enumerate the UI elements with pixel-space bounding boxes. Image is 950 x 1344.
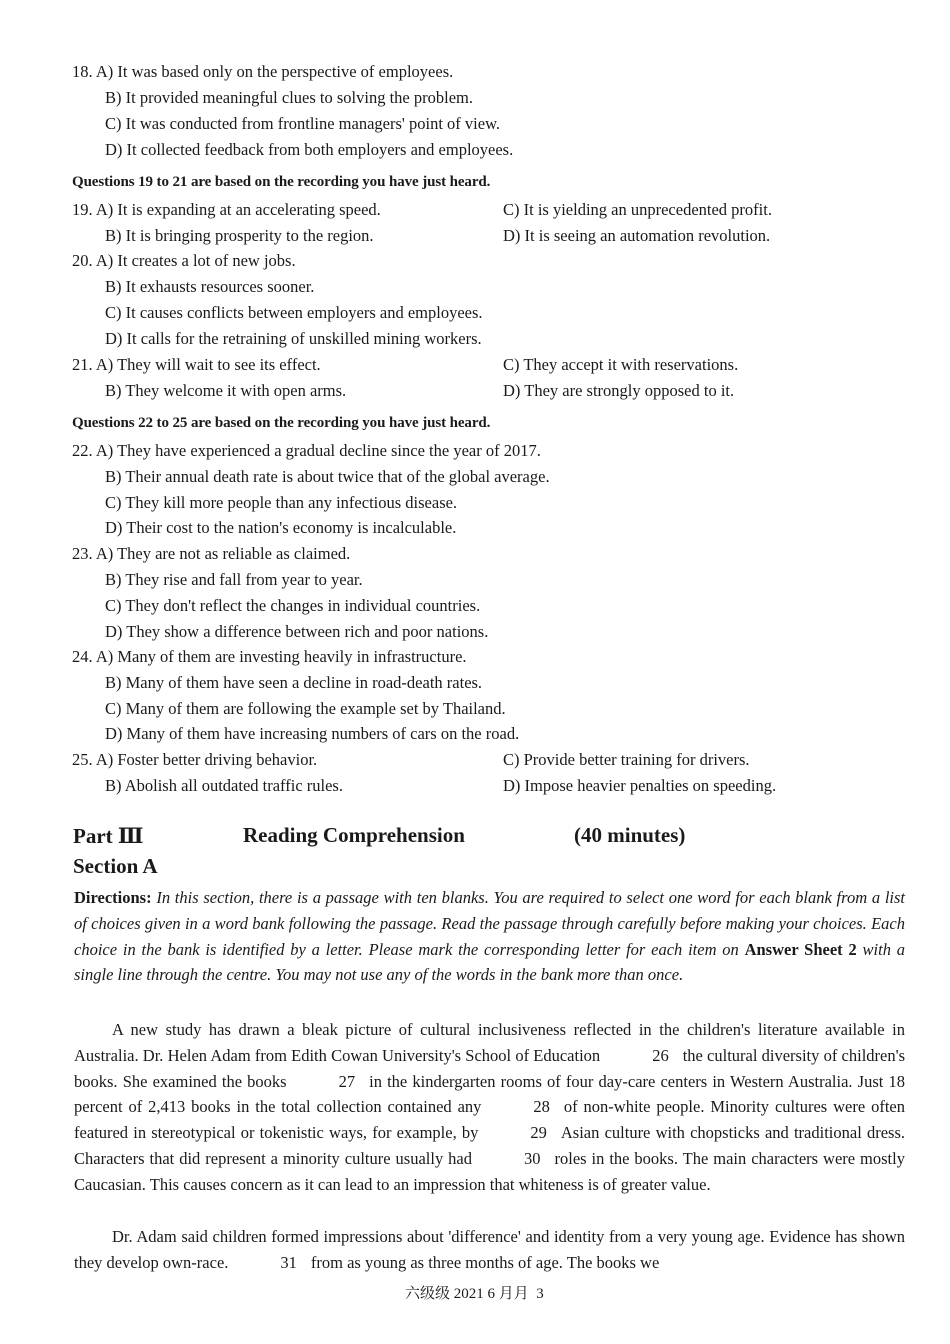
q22-option-c: C) They kill more people than any infectious disease. bbox=[105, 493, 458, 512]
q19-option-a bbox=[72, 200, 381, 220]
passage-text: the cultural diversity of children's books. She examined the books bbox=[74, 1045, 905, 1091]
question-number: 24. bbox=[72, 647, 93, 666]
blank-27[interactable]: 27 bbox=[338, 1071, 356, 1091]
passage-paragraph-2 bbox=[74, 1224, 905, 1276]
q20-option-a bbox=[72, 251, 296, 271]
q19-option-c: C) It is yielding an unprecedented profit. bbox=[503, 200, 772, 219]
part-title: Reading Comprehension bbox=[243, 823, 465, 847]
passage-text: from as young as three months of age. The books we bbox=[310, 1252, 660, 1272]
blank-28[interactable]: 28 bbox=[533, 1097, 550, 1117]
option-text: A) It was based only on the perspective of employees. bbox=[95, 62, 454, 81]
option-text: A) They will wait to see its effect. bbox=[95, 355, 321, 374]
group-heading-22-25: Questions 22 to 25 are based on the recording you have just heard. bbox=[72, 415, 491, 431]
q19-option-b: B) It is bringing prosperity to the region. bbox=[105, 226, 374, 245]
question-number: 23. bbox=[72, 544, 93, 563]
q24-option-d: D) Many of them have increasing numbers of cars on the road. bbox=[105, 724, 520, 743]
q20-option-c: C) It causes conflicts between employers and employees. bbox=[105, 303, 483, 322]
q25-option-d: D) Impose heavier penalties on speeding. bbox=[503, 776, 777, 795]
blank-31[interactable]: 31 bbox=[280, 1252, 297, 1272]
part-word: Part bbox=[73, 824, 113, 848]
directions-text: In this section, there is a passage with ten blanks. You are required to select one word for each blank from a list of choices given in a word bank following the passage. Read the passage through carefully before making your choices. Each choice in the bank is identified by a letter. Please mark the corresponding letter for each item on bbox=[74, 888, 905, 959]
passage-paragraph-1 bbox=[74, 1017, 905, 1198]
question-number: 18. bbox=[72, 62, 93, 81]
option-text: A) It creates a lot of new jobs. bbox=[95, 251, 296, 270]
q22-option-d: D) Their cost to the nation's economy is incalculable. bbox=[105, 518, 457, 537]
q18-option-a bbox=[72, 62, 453, 82]
q23-option-c: C) They don't reflect the changes in individual countries. bbox=[105, 596, 481, 615]
q25-option-b: B) Abolish all outdated traffic rules. bbox=[105, 776, 343, 795]
passage-text: A new study has drawn a bleak picture of cultural inclusiveness reflected in the children's literature available in Australia. Dr. Helen Adam from Edith Cowan University's School of Education bbox=[74, 1020, 905, 1065]
question-number: 22. bbox=[72, 441, 93, 460]
directions bbox=[74, 885, 905, 988]
q23-option-a bbox=[72, 544, 350, 564]
q21-option-a bbox=[72, 355, 321, 375]
q18-option-c: C) It was conducted from frontline managers' point of view. bbox=[105, 114, 501, 133]
passage-text: Dr. Adam said children formed impressions about 'difference' and identity from a very young age. Evidence has shown they develop own-race. bbox=[74, 1227, 905, 1272]
q18-option-d: D) It collected feedback from both employers and employees. bbox=[105, 140, 514, 159]
q25-option-c: C) Provide better training for drivers. bbox=[503, 750, 750, 769]
q20-option-b: B) It exhausts resources sooner. bbox=[105, 277, 315, 296]
part-time: (40 minutes) bbox=[574, 823, 686, 847]
q25-option-a bbox=[72, 750, 317, 770]
q23-option-d: D) They show a difference between rich and poor nations. bbox=[105, 622, 489, 641]
q24-option-b: B) Many of them have seen a decline in road-death rates. bbox=[105, 673, 483, 692]
option-text: A) They are not as reliable as claimed. bbox=[95, 544, 351, 563]
q24-option-c: C) Many of them are following the example set by Thailand. bbox=[105, 699, 506, 718]
option-text: A) Foster better driving behavior. bbox=[95, 750, 318, 769]
part-label bbox=[73, 823, 143, 849]
option-text: A) Many of them are investing heavily in infrastructure. bbox=[95, 647, 467, 666]
q20-option-d: D) It calls for the retraining of unskilled mining workers. bbox=[105, 329, 482, 348]
q22-option-b: B) Their annual death rate is about twice that of the global average. bbox=[105, 467, 550, 486]
passage-text: in the kindergarten rooms of four day-care centers in Western Australia. Just 18 percent of 2,413 books in the total collection contained any bbox=[74, 1071, 905, 1117]
answer-sheet-ref: Answer Sheet 2 bbox=[744, 939, 857, 959]
question-number: 20. bbox=[72, 251, 93, 270]
q22-option-a bbox=[72, 441, 541, 461]
q24-option-a bbox=[72, 647, 467, 667]
question-number: 19. bbox=[72, 200, 93, 219]
page-footer bbox=[405, 1282, 544, 1303]
option-text: A) It is expanding at an accelerating speed. bbox=[95, 200, 381, 219]
passage-text: of non-white people. Minority cultures were often featured in stereotypical or tokenistic ways, for example, by bbox=[74, 1097, 905, 1143]
q21-option-b: B) They welcome it with open arms. bbox=[105, 381, 347, 400]
q19-option-d: D) It is seeing an automation revolution. bbox=[503, 226, 771, 245]
blank-26[interactable]: 26 bbox=[652, 1045, 669, 1065]
blank-30[interactable]: 30 bbox=[523, 1148, 541, 1168]
passage-text: Asian culture with chopsticks and traditional dress. Characters that did represent a minority culture usually had bbox=[74, 1123, 905, 1168]
page-number: 3 bbox=[536, 1286, 544, 1302]
directions-text: with a single line through the centre. You may not use any of the words in the bank more than once. bbox=[74, 939, 905, 985]
section-title: Section A bbox=[73, 854, 158, 878]
passage-text: roles in the books. The main characters were mostly Caucasian. This causes concern as it can lead to an impression that whiteness is of greater value. bbox=[74, 1148, 905, 1194]
directions-label: Directions: bbox=[74, 888, 152, 907]
group-heading-19-21: Questions 19 to 21 are based on the recording you have just heard. bbox=[72, 174, 491, 190]
question-number: 21. bbox=[72, 355, 93, 374]
q18-option-b: B) It provided meaningful clues to solving the problem. bbox=[105, 88, 473, 107]
footer-text: 六级级 2021 6 月月 bbox=[405, 1286, 529, 1302]
q21-option-c: C) They accept it with reservations. bbox=[503, 355, 739, 374]
part-numeral: Ⅲ bbox=[117, 824, 144, 848]
question-number: 25. bbox=[72, 750, 93, 769]
option-text: A) They have experienced a gradual decline since the year of 2017. bbox=[95, 441, 541, 460]
q23-option-b: B) They rise and fall from year to year. bbox=[105, 570, 363, 589]
blank-29[interactable]: 29 bbox=[530, 1123, 547, 1143]
q21-option-d: D) They are strongly opposed to it. bbox=[503, 381, 735, 400]
